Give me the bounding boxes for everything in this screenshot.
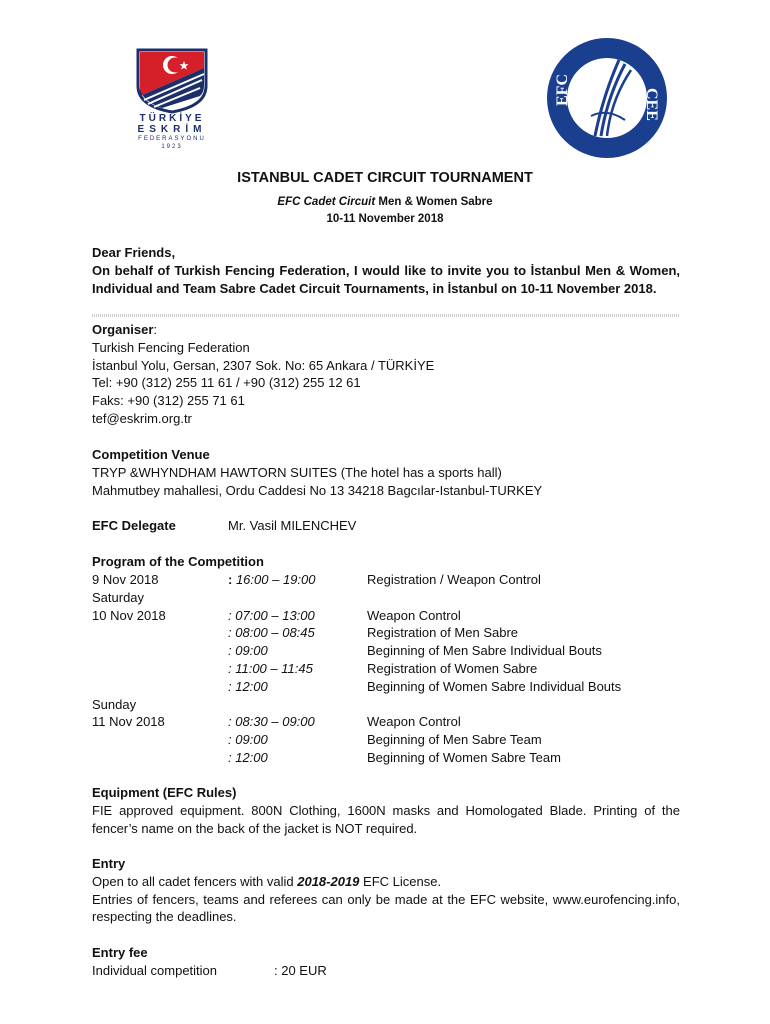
program-time xyxy=(228,731,268,749)
entry-license-season: 2018-2019 xyxy=(297,873,360,889)
greeting: Dear Friends, xyxy=(92,245,176,260)
venue-section xyxy=(92,446,680,499)
program-event: Registration / Weapon Control xyxy=(367,572,541,587)
entry-fee-heading: Entry fee xyxy=(92,945,148,960)
program-day: 10 Nov 2018 xyxy=(92,607,166,623)
program-event: Beginning of Men Sabre Team xyxy=(367,732,542,748)
program-time-value: : 12:00 xyxy=(228,750,268,765)
program-day: Sunday xyxy=(92,696,137,712)
tef-logo-line1: TÜRKİYE xyxy=(139,113,205,124)
tef-logo-line2: ESKRİM xyxy=(137,124,207,135)
program-day: 11 Nov 2018 xyxy=(92,714,165,730)
entry-license-pre: Open to all cadet fencers with valid xyxy=(92,873,298,889)
program-time-value: : 11:00 – 11:45 xyxy=(228,661,313,676)
organiser-address: İstanbul Yolu, Gersan, 2307 Sok. No: 65 Ankara / TÜRKİYE xyxy=(92,357,435,373)
entry-fee-value: : 20 EUR xyxy=(274,963,327,978)
entry-text: Entries of fencers, teams and referees can only be made at the EFC website, www.eurofencing.info, respecting the deadlines. xyxy=(92,891,680,925)
program-time xyxy=(228,642,268,660)
organiser-heading: Organiser xyxy=(92,322,154,337)
organiser-colon: : xyxy=(153,322,158,337)
program-day: Saturday xyxy=(92,589,145,605)
venue-hotel: TRYP &WHYNDHAM HAWTORN SUITES (The hotel has a sports hall) xyxy=(92,464,502,480)
program-event: Registration of Men Sabre xyxy=(367,625,519,641)
program-time xyxy=(228,624,315,642)
organiser-phone: Tel: +90 (312) 255 11 61 / +90 (312) 255 12 61 xyxy=(92,375,361,391)
program-time xyxy=(228,607,315,625)
organiser-name: Turkish Fencing Federation xyxy=(92,339,250,355)
program-time-value: : 08:30 – 09:00 xyxy=(228,714,315,730)
program-heading: Program of the Competition xyxy=(92,554,264,569)
program-time-value: : 12:00 xyxy=(228,678,268,694)
program-event: Beginning of Women Sabre Individual Bouts xyxy=(367,678,622,694)
venue-address: Mahmutbey mahallesi, Ordu Caddesi No 13 34218 Bagcılar-Istanbul-TURKEY xyxy=(92,482,543,498)
program-time xyxy=(228,660,313,678)
program-event: Registration of Women Sabre xyxy=(367,661,538,676)
entry-section xyxy=(92,855,680,926)
equipment-section xyxy=(92,784,680,837)
subtitle-event: Men & Women Sabre xyxy=(375,196,493,208)
efc-cee-logo xyxy=(545,36,669,160)
organiser-fax: Faks: +90 (312) 255 71 61 xyxy=(92,393,245,409)
program-time-colon: : xyxy=(228,572,233,587)
entry-fee-label: Individual competition xyxy=(92,963,218,978)
delegate-label: EFC Delegate xyxy=(92,518,176,533)
tef-logo-text xyxy=(118,113,226,151)
venue-heading: Competition Venue xyxy=(92,447,210,462)
document-dates: 10-11 November 2018 xyxy=(326,213,444,225)
delegate-name: Mr. Vasil MILENCHEV xyxy=(228,518,357,533)
document-subtitle xyxy=(0,196,770,208)
program-event: Weapon Control xyxy=(367,714,461,730)
program-event: Weapon Control xyxy=(367,607,461,623)
document-title: ISTANBUL CADET CIRCUIT TOURNAMENT xyxy=(237,170,533,186)
program-event: Beginning of Women Sabre Team xyxy=(367,750,561,765)
invitation-text: On behalf of Turkish Fencing Federation, I would like to invite you to İstanbul Men & Women, Individual and Team Sabre Cadet Circuit Tournaments, in İstanbul on 10-11 November 2018. xyxy=(92,263,680,296)
program-event: Beginning of Men Sabre Individual Bouts xyxy=(367,643,602,659)
program-day: 9 Nov 2018 xyxy=(92,572,159,587)
efc-logo-left-text: EFC xyxy=(554,74,571,106)
program-time-value: : 08:00 – 08:45 xyxy=(228,625,315,641)
entry-license-post: EFC License. xyxy=(359,873,442,889)
organiser-email[interactable]: tef@eskrim.org.tr xyxy=(92,410,192,426)
tef-logo-line4: 1923 xyxy=(161,144,183,150)
entry-heading: Entry xyxy=(92,856,126,871)
organiser-section xyxy=(92,321,680,428)
subtitle-circuit: EFC Cadet Circuit xyxy=(277,196,376,208)
program-time xyxy=(228,713,315,731)
program-time xyxy=(228,749,268,767)
equipment-heading: Equipment (EFC Rules) xyxy=(92,785,237,800)
entry-license-line xyxy=(92,873,680,891)
program-time xyxy=(228,571,315,589)
program-time-value: : 07:00 – 13:00 xyxy=(228,607,315,623)
program-time-value: : 09:00 xyxy=(228,732,268,748)
program-time xyxy=(228,678,268,696)
efc-logo-right-text: CEE xyxy=(643,88,660,121)
program-time-value: 16:00 – 19:00 xyxy=(232,572,316,587)
equipment-text: FIE approved equipment. 800N Clothing, 1600N masks and Homologated Blade. Printing of the fencer’s name on the back of the jacket is NOT required. xyxy=(92,802,680,836)
program-time-value: : 09:00 xyxy=(228,643,268,659)
tef-logo-line3: FEDERASYONU xyxy=(138,136,206,142)
divider-rule xyxy=(92,314,680,317)
